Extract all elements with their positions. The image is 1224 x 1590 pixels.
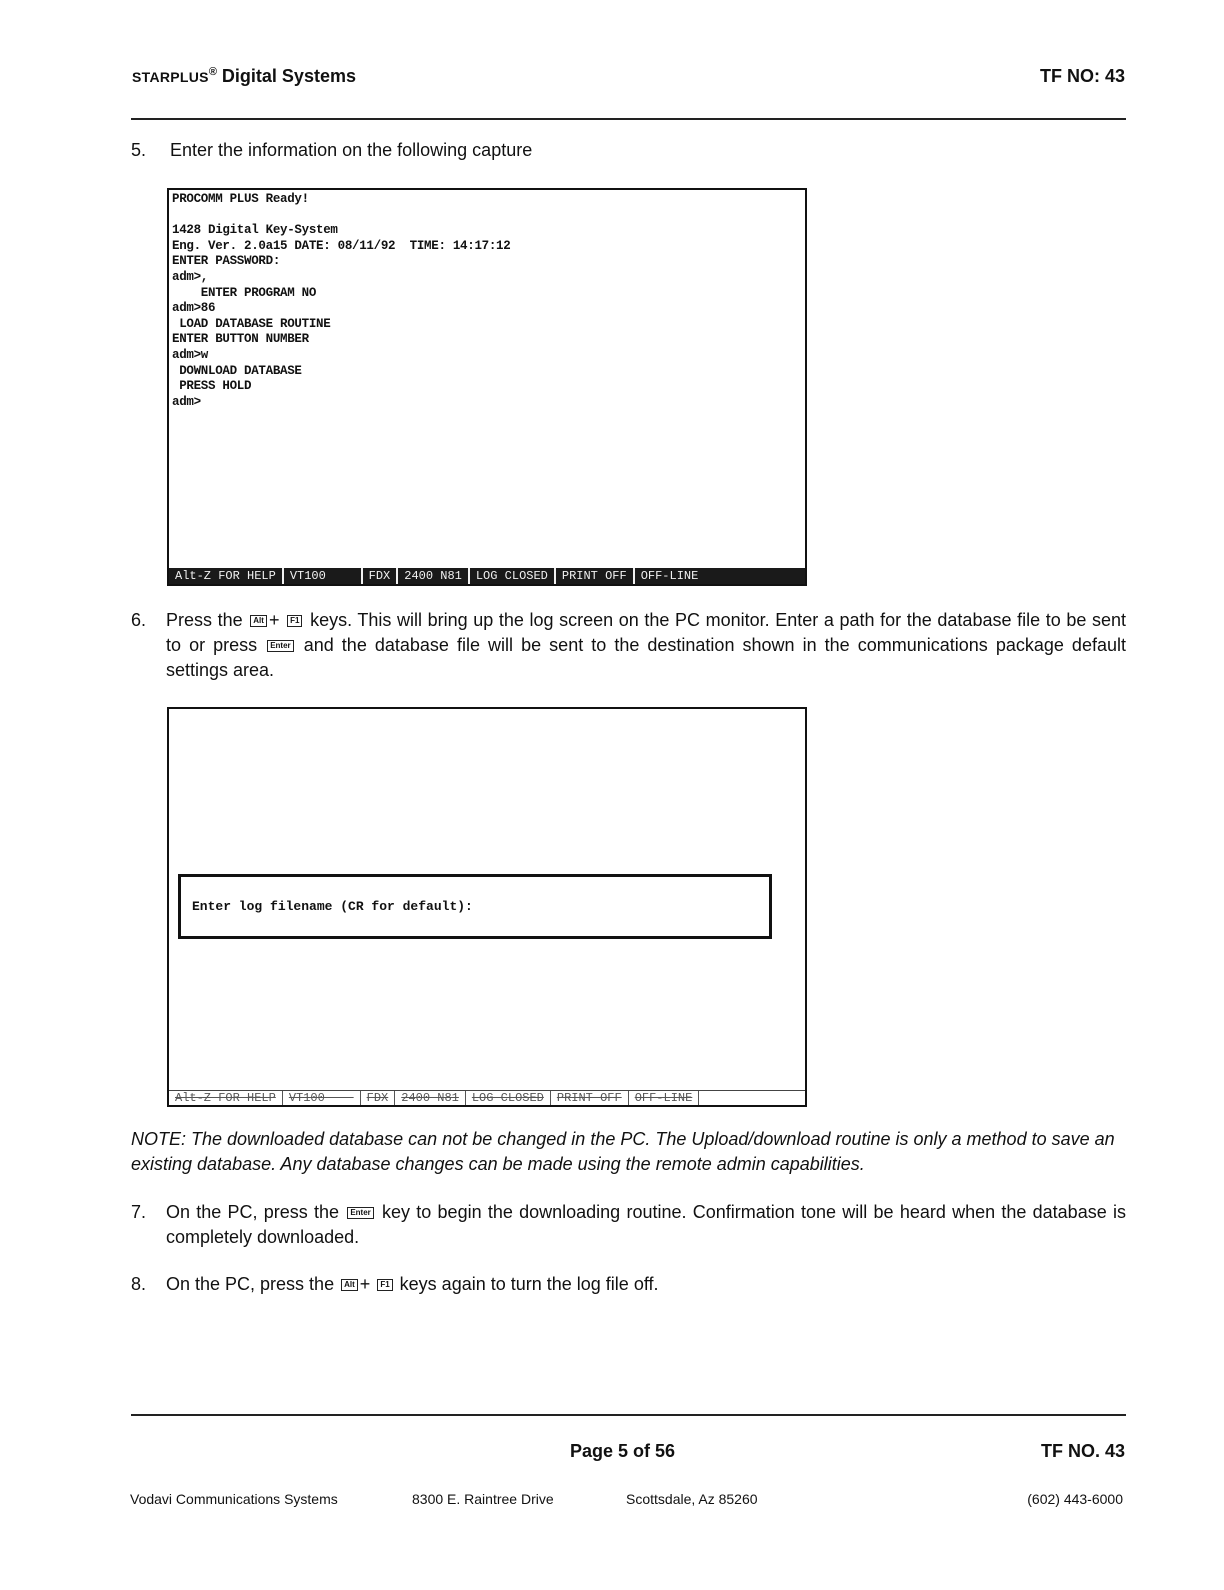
status-segment: VT100 xyxy=(283,1091,361,1105)
step-5-number: 5. xyxy=(131,140,147,160)
terminal-line: PRESS HOLD xyxy=(172,379,252,394)
step-7 xyxy=(131,1200,1126,1252)
footer-company: Vodavi Communications Systems xyxy=(130,1491,338,1507)
terminal-line: ENTER PROGRAM NO xyxy=(172,285,317,300)
status-segment: Alt-Z FOR HELP xyxy=(169,568,284,584)
terminal-line: Eng. Ver. 2.0a15 DATE: 08/11/92 TIME: 14:17:12 xyxy=(172,238,511,253)
status-segment: 2400 N81 xyxy=(395,1091,466,1105)
step-6-text-part-3: and the database file will be sent to the destination shown in the communications package default settings area. xyxy=(166,635,1126,680)
footer-tf-number: TF NO. 43 xyxy=(1040,1441,1125,1461)
status-segment: VT100 xyxy=(284,568,363,584)
terminal-1-status-bar xyxy=(169,568,805,584)
terminal-line: PROCOMM PLUS Ready! xyxy=(172,192,309,206)
alt-key-icon: Alt xyxy=(341,1279,358,1291)
terminal-line: 1428 Digital Key-System xyxy=(172,223,338,238)
brand-suffix: Digital Systems xyxy=(216,66,356,86)
step-7-text-part-1: On the PC, press the xyxy=(166,1202,340,1222)
step-6-text-part-2: keys. This will bring up the log screen on the PC monitor. Enter a path for the database file to be sent to or press xyxy=(166,610,1126,655)
footer-address: 8300 E. Raintree Drive xyxy=(412,1491,554,1507)
terminal-line: DOWNLOAD DATABASE xyxy=(172,363,302,378)
f1-key-icon: F1 xyxy=(377,1279,392,1291)
footer-phone: (602) 443-6000 xyxy=(1027,1491,1123,1507)
step-6-text xyxy=(166,608,1126,683)
status-segment: LOG CLOSED xyxy=(466,1091,551,1105)
terminal-line: adm>w xyxy=(172,347,209,362)
step-5 xyxy=(131,138,1126,163)
status-segment: Alt-Z FOR HELP xyxy=(169,1091,283,1105)
plus-sign: + xyxy=(268,610,280,630)
terminal-capture-2 xyxy=(167,707,807,1107)
status-segment: PRINT OFF xyxy=(556,568,635,584)
alt-key-icon: Alt xyxy=(250,615,267,627)
step-8-text-part-2: keys again to turn the log file off. xyxy=(399,1274,659,1294)
terminal-2-status-bar xyxy=(169,1090,805,1105)
step-8-text xyxy=(166,1272,1126,1297)
f1-key-icon: F1 xyxy=(287,615,302,627)
enter-key-icon: Enter xyxy=(347,1207,373,1219)
log-filename-prompt: Enter log filename (CR for default): xyxy=(192,899,473,914)
header-tf-number: TF NO: 43 xyxy=(1039,66,1125,86)
step-8-text-part-1: On the PC, press the xyxy=(166,1274,335,1294)
terminal-capture-1 xyxy=(167,188,807,586)
terminal-line: adm>, xyxy=(172,269,209,284)
header-brand xyxy=(132,66,356,87)
header-rule xyxy=(131,118,1126,120)
terminal-line: adm>86 xyxy=(172,301,216,316)
step-8 xyxy=(131,1272,1126,1297)
terminal-line: adm> xyxy=(172,394,201,409)
status-segment: FDX xyxy=(363,568,399,584)
status-segment: LOG CLOSED xyxy=(470,568,556,584)
terminal-line xyxy=(172,208,510,224)
status-segment: FDX xyxy=(361,1091,396,1105)
terminal-line: ENTER PASSWORD: xyxy=(172,254,281,269)
step-7-text xyxy=(166,1200,1126,1250)
enter-key-icon: Enter xyxy=(267,640,293,652)
terminal-line: LOAD DATABASE ROUTINE xyxy=(172,316,331,331)
note-text: NOTE: The downloaded database can not be changed in the PC. The Upload/download routine is only a method to save an existing database. Any database changes can be made using the remote admin capabilities. xyxy=(131,1129,1115,1174)
footer-page-number: Page 5 of 56 xyxy=(570,1441,676,1461)
terminal-line: ENTER BUTTON NUMBER xyxy=(172,332,309,347)
status-segment: 2400 N81 xyxy=(398,568,470,584)
footer-city: Scottsdale, Az 85260 xyxy=(626,1491,758,1507)
terminal-1-output xyxy=(172,192,510,410)
status-segment: PRINT OFF xyxy=(551,1091,629,1105)
status-segment: OFF-LINE xyxy=(640,569,699,583)
step-7-text-part-2: key to begin the downloading routine. Confirmation tone will be heard when the database is completely downloaded. xyxy=(166,1202,1126,1247)
step-5-text: Enter the information on the following capture xyxy=(170,140,533,160)
footer-rule xyxy=(131,1414,1126,1416)
registered-mark: ® xyxy=(208,66,217,78)
step-6-number: 6. xyxy=(131,610,147,630)
status-segment: OFF-LINE xyxy=(629,1091,700,1105)
log-filename-dialog xyxy=(178,874,772,939)
step-7-number: 7. xyxy=(131,1202,147,1222)
step-6 xyxy=(131,608,1126,686)
brand-name: STARPLUS xyxy=(132,69,209,85)
step-8-number: 8. xyxy=(131,1274,147,1294)
plus-sign: + xyxy=(359,1274,371,1294)
step-6-text-part-1: Press the xyxy=(166,610,243,630)
